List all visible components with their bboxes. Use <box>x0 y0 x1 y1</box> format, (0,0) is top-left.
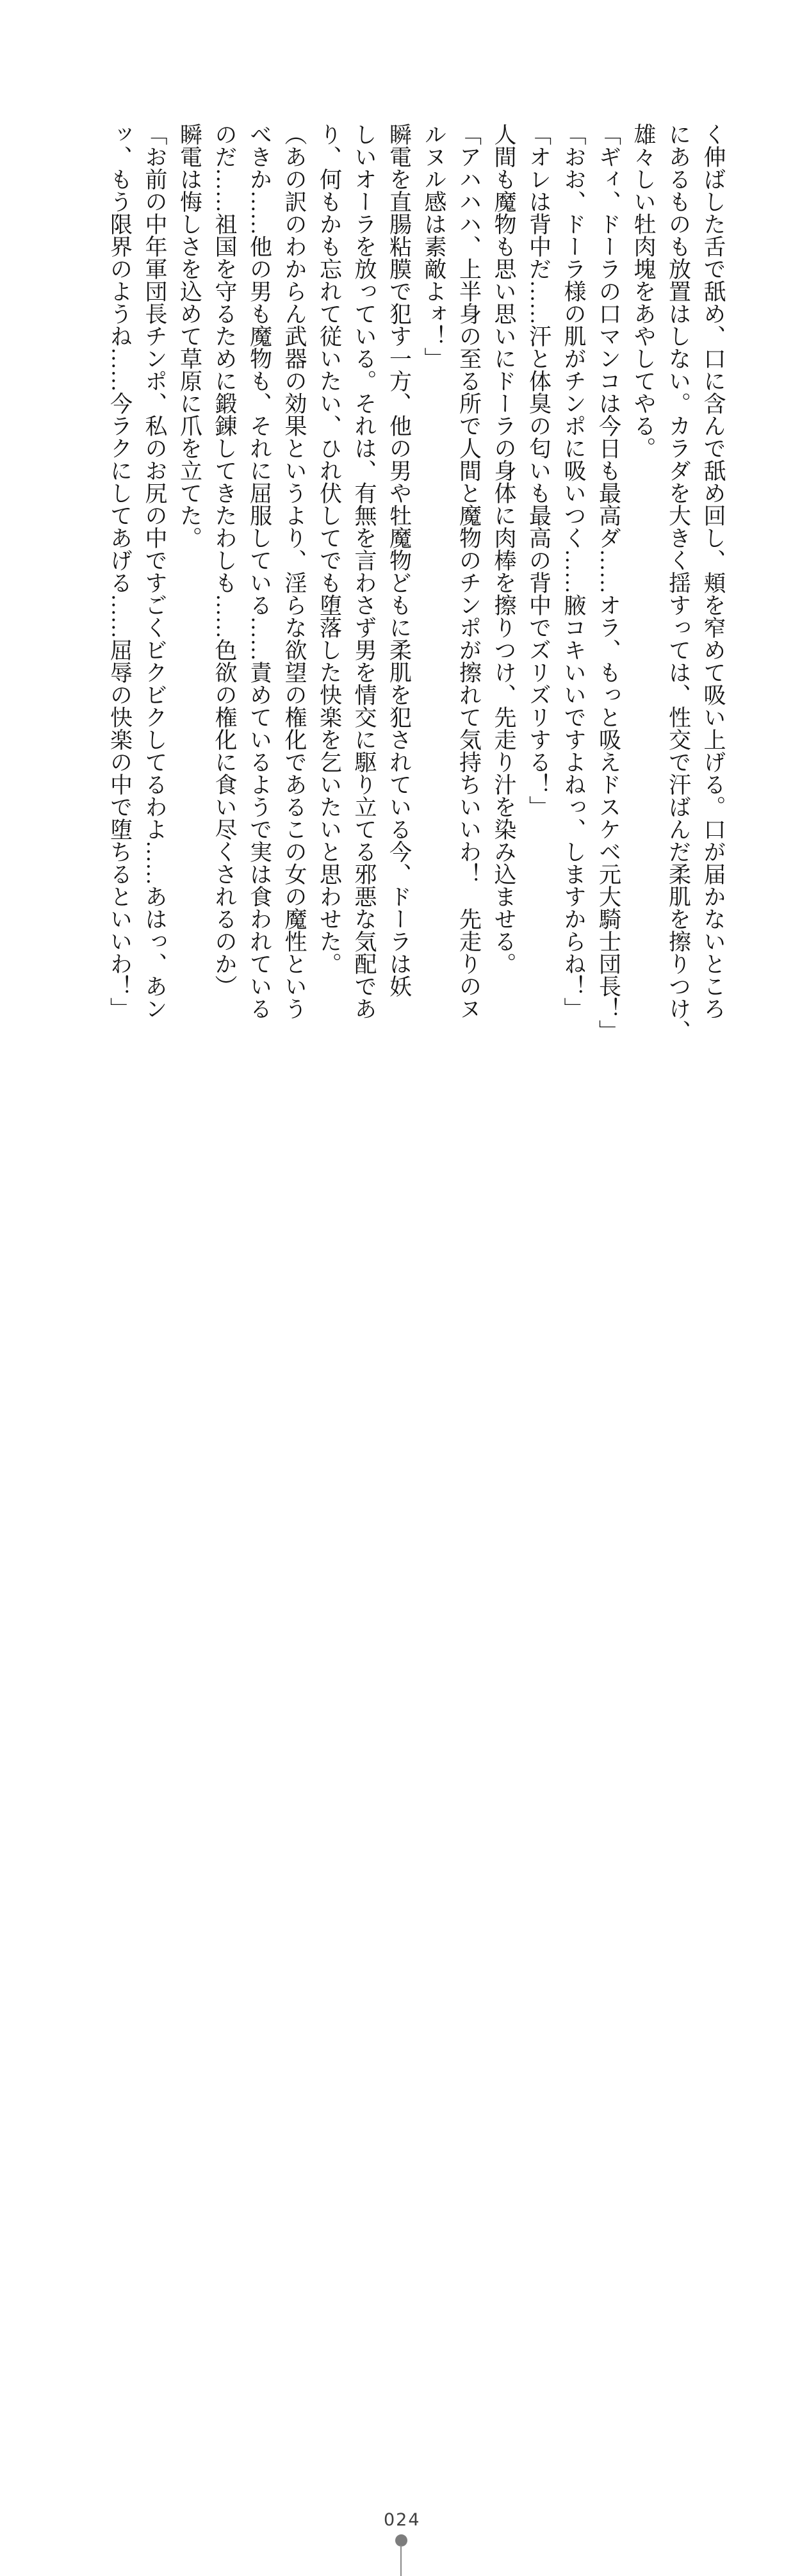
text-line-18: ッ、もう限界のようね……今ラクにしてあげる……屈辱の快楽の中で堕ちるといいわ！」 <box>107 123 133 1020</box>
text-line-05: 「おお、ドーラ様の肌がチンポに吸いつく……腋コキいいですよねっ、しますからね！」 <box>561 123 586 1020</box>
text-line-04: 「ギィ、ドーラの口マンコは今日も最高ダ……オラ、もっと吸えドスケベ元大騎士団長！」 <box>596 123 621 1042</box>
text-line-15: のだ……祖国を守るために鍛錬してきたわしも……色欲の権化に食い尽くされるのか） <box>212 123 237 997</box>
text-line-13: （あの訳のわからん武器の効果というより、淫らな欲望の権化であるこの女の魔性という <box>282 123 307 1020</box>
text-line-17: 「お前の中年軍団長チンポ、私のお尻の中ですごくビクビクしてるわよ……あはっ、あン <box>142 123 167 1020</box>
text-line-16: 瞬電は悔しさを込めて草原に爪を立てた。 <box>177 123 202 549</box>
text-line-02: にあるものも放置はしない。カラダを大きく揺すっては、性交で汗ばんだ柔肌を擦りつけ、 <box>666 123 691 1042</box>
text-line-14: べきか……他の男も魔物も、それに屈服している……責めているようで実は食われている <box>247 123 272 1020</box>
text-line-03: 雄々しい牡肉塊をあやしてやる。 <box>631 123 656 459</box>
page-marker-line <box>400 2545 402 2576</box>
text-line-01: く伸ばした舌で舐め、口に含んで舐め回し、頬を窄めて吸い上げる。口が届かないところ <box>701 123 726 1020</box>
text-line-07: 人間も魔物も思い思いにドーラの身体に肉棒を擦りつけ、先走り汁を染み込ませる。 <box>491 123 516 975</box>
page-number: 024 <box>384 2510 421 2530</box>
text-line-12: り、何もかも忘れて従いたい、ひれ伏してでも堕落した快楽を乞いたいと思わせた。 <box>316 123 342 975</box>
text-line-06: 「オレは背中だ……汗と体臭の匂いも最高の背中でズリズリする！」 <box>526 123 552 818</box>
page-text-block <box>102 123 730 1048</box>
text-line-10: 瞬電を直腸粘膜で犯す一方、他の男や牡魔物どもに柔肌を犯されている今、ドーラは妖 <box>386 123 412 997</box>
text-line-11: しいオーラを放っている。それは、有無を言わさず男を情交に駆り立てる邪悪な気配であ <box>352 123 377 1020</box>
text-line-09: ルヌル感は素敵よォ！」 <box>421 123 446 370</box>
page-footer <box>0 1253 809 2530</box>
text-line-08: 「アハハハ、上半身の至る所で人間と魔物のチンポが擦れて気持ちいいわ！ 先走りのヌ <box>456 123 482 1020</box>
